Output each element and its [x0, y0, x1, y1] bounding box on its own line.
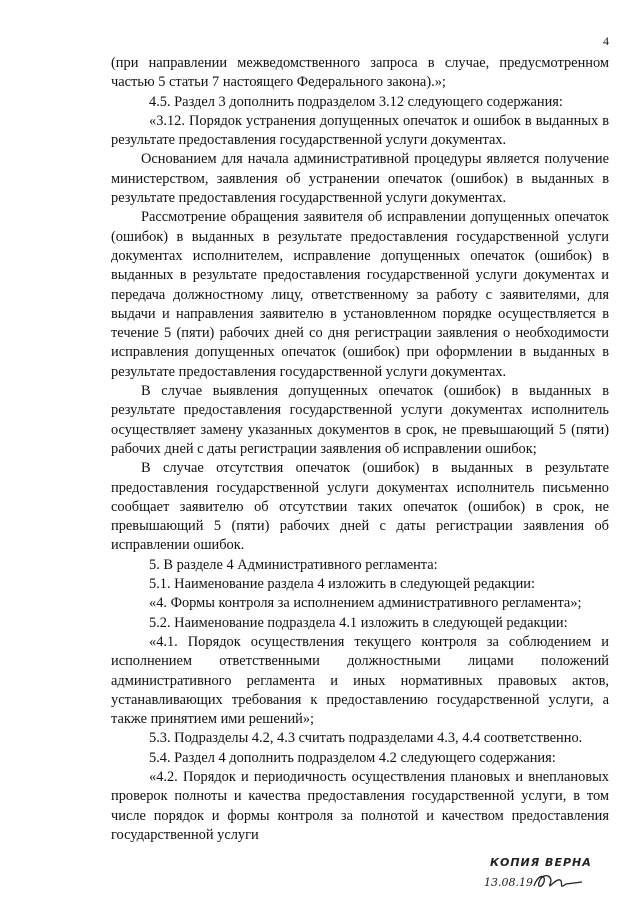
page-number: 4 — [603, 34, 609, 48]
paragraph: 5. В разделе 4 Административного регламента: — [149, 556, 438, 573]
paragraph: «4. Формы контроля за исполнением административного регламента»; — [149, 595, 582, 612]
document-body — [111, 54, 609, 845]
paragraph: В случае выявления допущенных опечаток (ошибок) в выданных в результате предоставления государственной услуги документах исполнитель осуществляет замену указанных документов в срок, не превышающий 5 (пяти) рабочих дней с даты регистрации заявления об исправлении ошибок; — [111, 383, 609, 457]
paragraph: В случае отсутствия опечаток (ошибок) в выданных в результате предоставления государственной услуги документах исполнитель письменно сообщает заявителю об отсутствии таких опечаток (ошибок) в срок, не превышающий 5 (пяти) рабочих дней с даты регистрации заявления об исправлении ошибок. — [111, 460, 609, 554]
paragraph: 5.1. Наименование раздела 4 изложить в следующей редакции: — [149, 576, 535, 593]
paragraph: 5.2. Наименование подраздела 4.1 изложить в следующей редакции: — [149, 614, 568, 631]
handwritten-signature-icon — [484, 868, 584, 894]
paragraph: «4.2. Порядок и периодичность осуществления плановых и внеплановых проверок полноты и качества предоставления государственной услуги, в том числе порядок и формы контроля за полнотой и качеством предоставления государственной услуги — [111, 768, 609, 843]
paragraph: 4.5. Раздел 3 дополнить подразделом 3.12 следующего содержания: — [149, 93, 563, 110]
paragraph: «4.1. Порядок осуществления текущего контроля за соблюдением и исполнением ответственными должностными лицами положений административного регламента и иных нормативных правовых актов, устанавливающих требования к предоставлению государственной услуги, а также принятием ими решений»; — [111, 633, 609, 728]
paragraph: «3.12. Порядок устранения допущенных опечаток и ошибок в выданных в результате предоставления государственной услуги документах. — [111, 112, 609, 149]
paragraph: (при направлении межведомственного запроса в случае, предусмотренном частью 5 статьи 7 настоящего Федерального закона).»; — [111, 55, 609, 91]
paragraph: 5.3. Подразделы 4.2, 4.3 считать подразделами 4.3, 4.4 соответственно. — [149, 730, 583, 747]
paragraph: Рассмотрение обращения заявителя об исправлении допущенных опечаток (ошибок) в выданных в результате предоставления государственной услуги документах исполнителем, исправление допущенных опечаток (ошибок) в выданных в результате предоставления государственной услуги документах и передача должностному лицу, ответственному за работу с заявителями, для выдачи и направления заявителю в установленном порядке осуществляется в течение 5 (пяти) рабочих дней со дня регистрации заявления о необходимости исправления допущенных опечаток (ошибок) при оформлении в выданных в результате предоставления государственной услуги документах. — [111, 209, 609, 380]
svg-text:13.08.19: 13.08.19 — [484, 876, 533, 889]
paragraph: 5.4. Раздел 4 дополнить подразделом 4.2 следующего содержания: — [149, 749, 556, 766]
paragraph: Основанием для начала административной процедуры является получение министерством, заявления об устранении опечаток (ошибок) в выданных в результате предоставления государственной услуги документах. — [111, 151, 609, 207]
copy-certified-stamp: КОПИЯ ВЕРНА — [490, 856, 592, 869]
